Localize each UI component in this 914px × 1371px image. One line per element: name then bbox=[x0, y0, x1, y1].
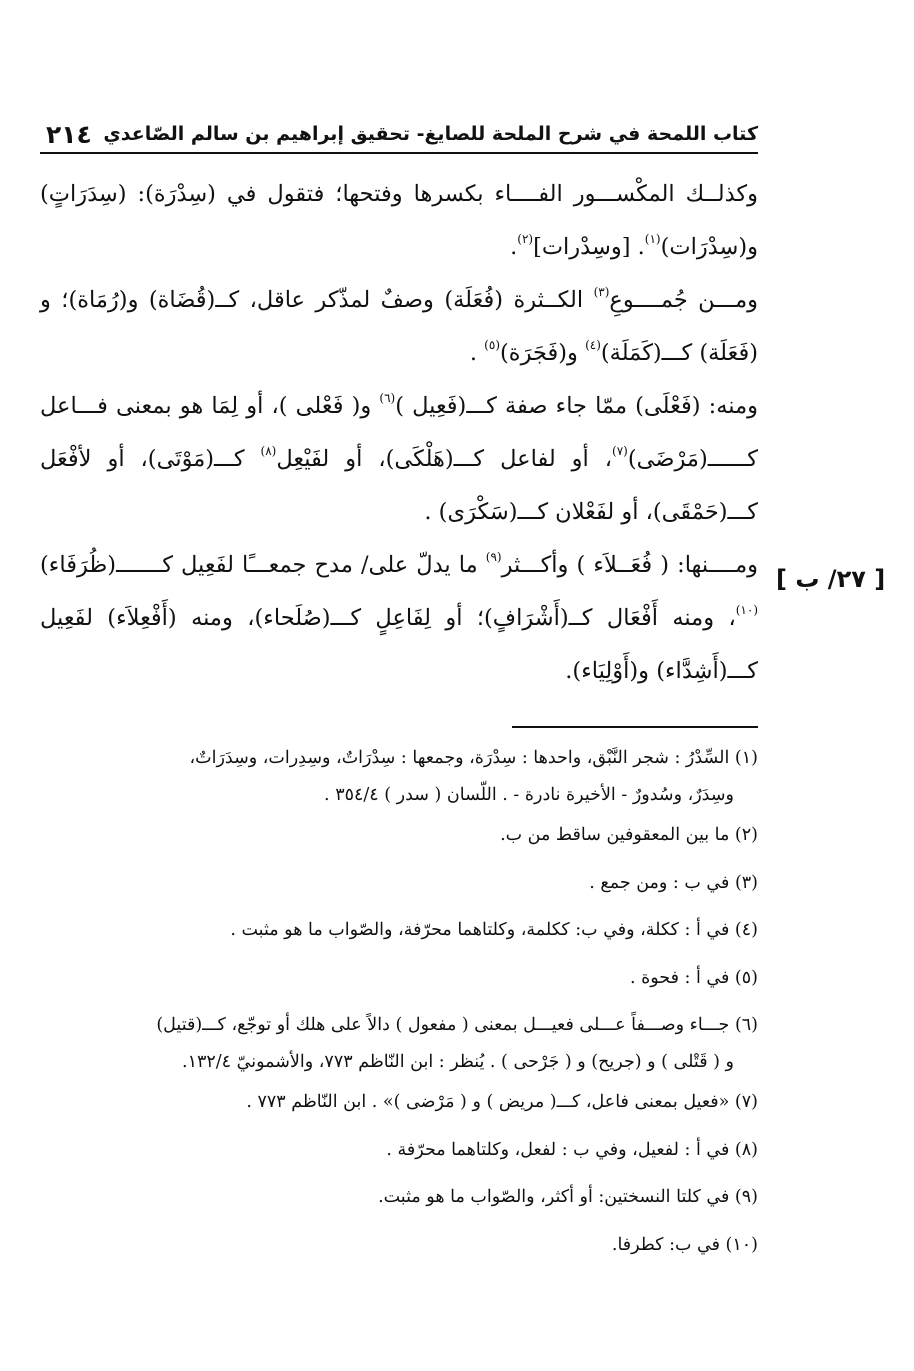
footnotes-section bbox=[40, 740, 758, 1274]
manuscript-folio-marker: [ ٢٧/ ب ] bbox=[776, 565, 886, 593]
footnote-3: (٣) في ب : ومن جمع . bbox=[589, 872, 758, 893]
footnote-9: (٩) في كلتا النسختين: أو أكثر، والصّواب ما هو مثبت. bbox=[378, 1187, 758, 1207]
footnote-4: (٤) في أ : ككلة، وفي ب: ككلمة، وكلتاهما محرّفة، والصّواب ما هو مثبت . bbox=[230, 920, 758, 940]
paragraph-4: ومــــنها: ( فُعَــلاَء ) وأكـــثر$^{(٩)}$ ما يدلّ على/ مدح جمعـــًا لفَعِيل كـــــــ(ظُرَفَاء)$^{(١٠)}$، ومنه أَفْعَال كــ(أَشْرَافٍ)؛ أو لِفَاعِلٍ كـــ(صُلَحاء)، ومنه (أَفْعِلاَء) لفَعِيل كـــ(أَشِدَّاء) و(أَوْلِيَاء). bbox=[40, 550, 759, 684]
footnote-1: (١) السِّدْرُ : شجر النَّبْق، واحدها : سِدْرَة، وجمعها : سِدْرَاتٌ، وسِدِرات، وسِدَرَاتٌ، وسِدَرٌ، وسُدورٌ - الأخيرة نادرة - . اللّسان ( سدر ) ٣٥٤/٤ . bbox=[189, 748, 758, 805]
footnote-8: (٨) في أ : لفعيل، وفي ب : لفعل، وكلتاهما محرّفة . bbox=[386, 1139, 758, 1160]
footnote-5: (٥) في أ : فحوة . bbox=[629, 967, 758, 988]
footnote-6: (٦) جـــاء وصـــفاً عـــلى فعيـــل بمعنى ( مفعول ) دالاً على هلك أو توجّع، كـــ(قتيل) و ( قَتْلى ) و (جريح) و ( جَرْحى ) . يُنظر : ابن النّاظم ٧٧٣، والأشمونيّ ١٣٢/٤. bbox=[156, 1015, 758, 1072]
footnote-ref-3: (٣) bbox=[593, 285, 610, 299]
footnote-ref-7: (٧) bbox=[612, 444, 628, 458]
footnote-7: (٧) «فعيل بمعنى فاعل، كـــ( مريض ) و ( مَرْضى )» . ابن النّاظم ٧٧٣ . bbox=[246, 1092, 758, 1112]
footnote-ref-4: (٤) bbox=[585, 338, 601, 352]
footnote-ref-10: (١٠) bbox=[735, 603, 758, 617]
footnote-2: (٢) ما بين المعقوفين ساقط من ب. bbox=[500, 825, 758, 845]
footnote-10: (١٠) في ب: كطرفا. bbox=[611, 1234, 758, 1255]
paragraph-3: ومنه: (فَعْلَى) ممّا جاء صفة كـــ(فَعِيل )$^{(٦)}$ و( فَعْلى )، أو لِمَا هو بمعنى فـــاعل كــــــ(مَرْضَى)$^{(٧)}$، أو لفاعل كـــ(هَلْكَى)، أو لفَيْعِل$^{(٨)}$ كـــ(مَوْتَى)، أو لأفْعَل كـــ(حَمْقَى)، أو لفَعْلان كـــ(سَكْرَى) . bbox=[40, 391, 758, 525]
page-number: ٢١٤ bbox=[46, 119, 92, 149]
footnote-separator bbox=[512, 726, 758, 728]
paragraph-2: ومـــن جُمــــوعِ$^{(٣)}$ الكــثرة (فُعَلَة) وصفٌ لمذّكر عاقل، كــ(قُضَاة) و(رُمَاة)؛ و (فَعَلَة) كـــ(كَمَلَة)$^{(٤)}$ و(فَجَرَة)$^{(٥)}$ . bbox=[40, 285, 758, 366]
footnote-ref-2: (٢) bbox=[517, 232, 534, 246]
running-header bbox=[40, 116, 758, 154]
footnote-ref-9: (٩) bbox=[485, 550, 502, 564]
paragraph-1: وكذلــك المكْســـور الفــــاء بكسرها وفتحها؛ فتقول في (سِدْرَة): (سِدَرَاتٍ) و(سِدْرَات)$^{(١)}$. [وسِدْرات]$^{(٢)}$. bbox=[40, 181, 758, 260]
book-title: كتاب اللمحة في شرح الملحة للصايغ- تحقيق إبراهيم بن سالم الصّاعدي bbox=[103, 123, 758, 145]
footnote-ref-8: (٨) bbox=[260, 444, 277, 458]
footnote-ref-6: (٦) bbox=[379, 391, 396, 405]
footnote-ref-5: (٥) bbox=[484, 338, 500, 352]
footnote-ref-1: (١) bbox=[644, 232, 661, 246]
main-text bbox=[40, 168, 758, 698]
